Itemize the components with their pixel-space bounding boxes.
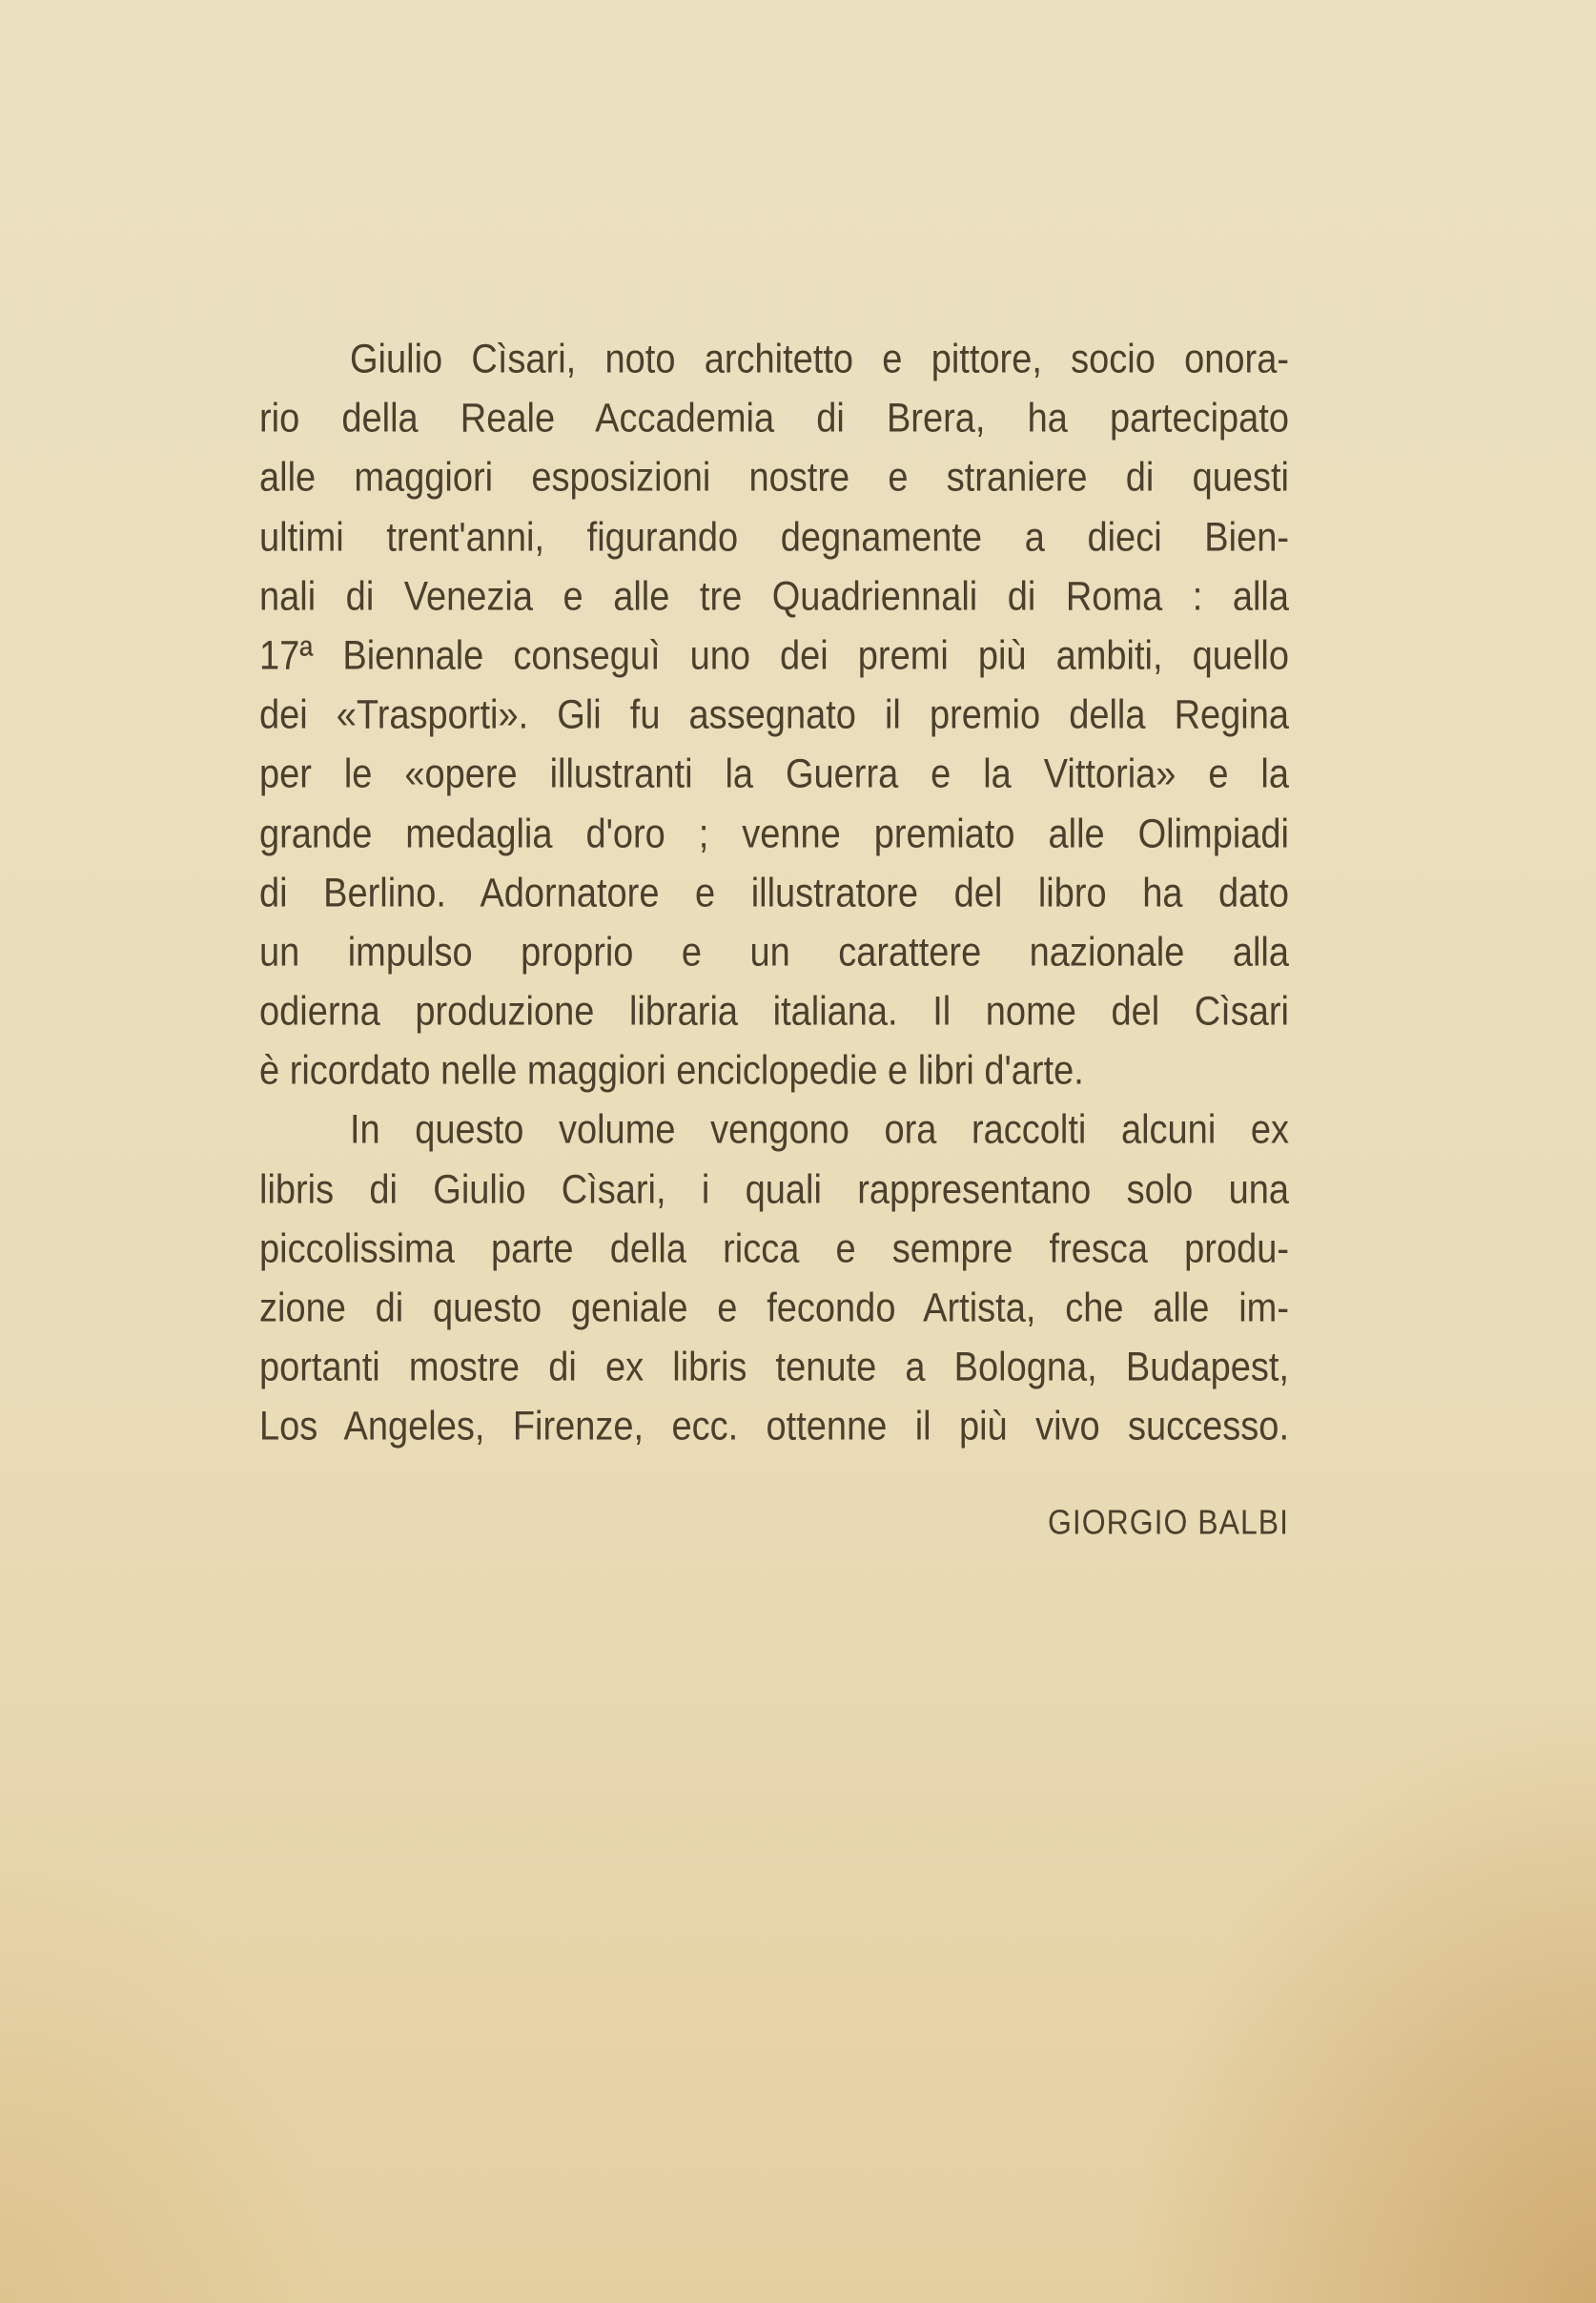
text-line: dei «Trasporti». Gli fu assegnato il premio della Regina (259, 692, 1289, 738)
text-line: Giulio Cìsari, noto architetto e pittore, socio onora- (350, 337, 1289, 382)
text-line: 17ª Biennale conseguì uno dei premi più ambiti, quello (259, 633, 1289, 679)
text-line: grande medaglia d'oro ; venne premiato alle Olimpiadi (259, 811, 1289, 857)
text-line: di Berlino. Adornatore e illustratore del libro ha dato (259, 871, 1289, 916)
text-line: zione di questo geniale e fecondo Artista, che alle im- (259, 1285, 1289, 1331)
text-line: alle maggiori esposizioni nostre e straniere di questi (259, 455, 1289, 501)
text-line: portanti mostre di ex libris tenute a Bologna, Budapest, (259, 1345, 1289, 1390)
text-line: piccolissima parte della ricca e sempre fresca produ- (259, 1226, 1289, 1272)
text-line: ultimi trent'anni, figurando degnamente a dieci Bien- (259, 515, 1289, 561)
text-line: Los Angeles, Firenze, ecc. ottenne il più vivo successo. (259, 1404, 1289, 1450)
text-line: libris di Giulio Cìsari, i quali rappresentano solo una (259, 1167, 1289, 1213)
text-line: per le «opere illustranti la Guerra e la Vittoria» e la (259, 751, 1289, 797)
text-line: rio della Reale Accademia di Brera, ha partecipato (259, 396, 1289, 442)
text-line: In questo volume vengono ora raccolti alcuni ex (350, 1107, 1289, 1153)
text-line: odierna produzione libraria italiana. Il nome del Cìsari (259, 989, 1289, 1035)
text-line: è ricordato nelle maggiori enciclopedie e libri d'arte. (259, 1048, 1084, 1094)
body-text (259, 330, 1289, 1457)
text-line: nali di Venezia e alle tre Quadriennali di Roma : alla (259, 574, 1289, 620)
author-signature: GIORGIO BALBI (1047, 1502, 1289, 1542)
text-line: un impulso proprio e un carattere nazionale alla (259, 930, 1289, 976)
